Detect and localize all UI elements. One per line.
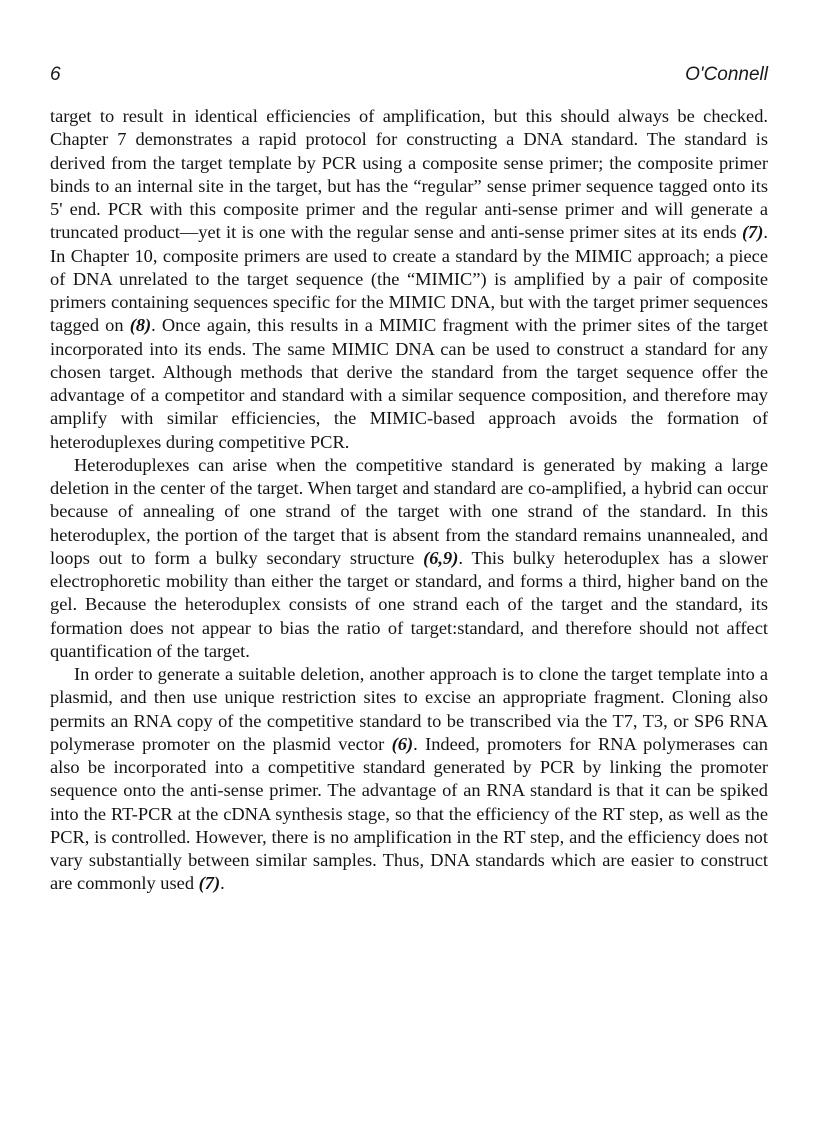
paragraph-1 [50,105,768,454]
text-run: In order to generate a suitable deletion, another approach is to clone the target template into a plasmid, and then use unique restriction sites to excise an appropriate fragment. Cloning also permits an RNA copy of the competitive standard to be transcribed via the T7, T3, or SP6 RNA polymerase promoter on the plasmid vector [50,664,768,754]
text-run: . Indeed, promoters for RNA polymerases can also be incorporated into a competitive standard generated by PCR by linking the promoter sequence onto the anti-sense primer. The advantage of an RNA standard is that it can be spiked into the RT-PCR at the cDNA synthesis stage, so that the efficiency of the RT step, as well as the PCR, is controlled. However, there is no amplification in the RT step, and the efficiency does not vary substantially between similar samples. Thus, DNA standards which are easier to construct are commonly used [50,733,769,894]
text-run: . This bulky heteroduplex has a slower electrophoretic mobility than either the target or standard, and forms a third, higher band on the gel. Because the heteroduplex consists of one strand each of the target and the standard, its formation does not appear to bias the ratio of target:standard, and therefore should not affect quantification of the target. [50,547,768,661]
citation: (6,9) [423,547,459,568]
body-text [50,105,768,896]
running-head: O'Connell [685,64,768,85]
paragraph-2 [50,454,768,663]
text-run: target to result in identical efficiencies of amplification, but this should always be checked. Chapter 7 demonstrates a rapid protocol for constructing a DNA standard. The standard is derived from the target template by PCR using a composite sense primer; the composite primer binds to an internal site in the target, but has the “regular” sense primer sequence tagged onto its 5' end. PCR with this composite primer and the regular anti-sense primer and will generate a truncated product—yet it is one with the regular sense and anti-sense primer sites at its ends [50,106,768,243]
citation: (7) [741,222,764,243]
text-run: . Once again, this results in a MIMIC fragment with the primer sites of the target incorporated into its ends. The same MIMIC DNA can be used to construct a standard for any chosen target. Although methods that derive the standard from the target sequence offer the advantage of a competitor and standard with a similar sequence composition, and therefore may amplify with similar efficiencies, the MIMIC-based approach avoids the formation of heteroduplexes during competitive PCR. [50,315,768,452]
citation: (6) [391,733,414,754]
paragraph-3 [50,663,768,896]
text-run: Heteroduplexes can arise when the competitive standard is generated by making a large deletion in the center of the target. When target and standard are co-amplified, a hybrid can occur because of annealing of one strand of the target with one strand of the standard. In this heteroduplex, the portion of the target that is absent from the standard remains unannealed, and loops out to form a bulky secondary structure [50,454,768,568]
text-run: . In Chapter 10, composite primers are used to create a standard by the MIMIC approach; a piece of DNA unrelated to the target sequence (the “MIMIC”) is amplified by a pair of composite primers containing sequences specific for the MIMIC DNA, but with the target primer sequences tagged on [50,222,768,336]
citation: (7) [198,873,221,894]
page-number: 6 [50,64,61,85]
text-run: . [220,873,225,894]
page-header [50,64,768,90]
citation: (8) [129,315,152,336]
